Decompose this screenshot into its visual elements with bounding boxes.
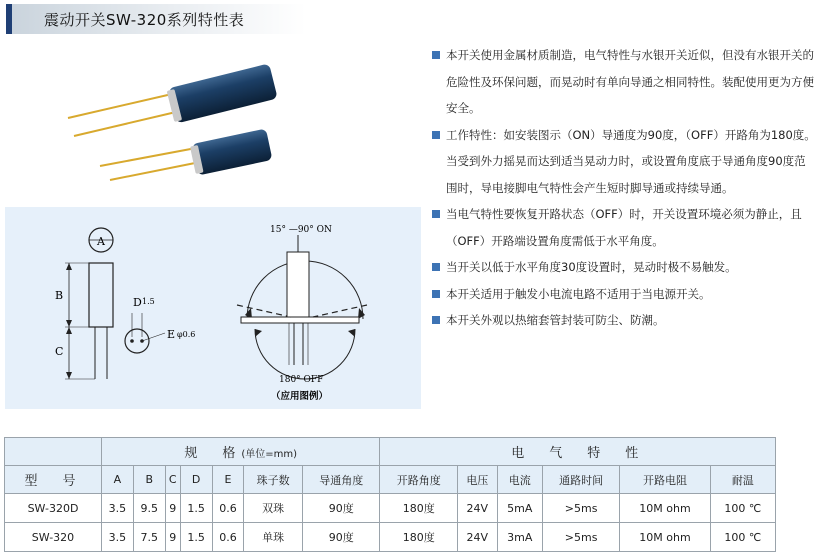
table-cell: 24V [458,523,498,552]
application-diagram-panel [5,207,421,409]
column-header-row [5,466,776,494]
description-item [430,254,816,281]
table-row [5,523,776,552]
column-header: 电压 [458,466,498,494]
table-cell: 9 [165,494,180,523]
label-e: E [167,328,176,341]
spec-group-label: 规 格 [184,446,242,461]
page-title: 震动开关SW-320系列特性表 [44,11,245,29]
table-cell: 7.5 [133,523,165,552]
description-item [430,307,816,334]
column-header: 导通角度 [302,466,380,494]
table-cell: 单珠 [244,523,303,552]
table-cell: 1.5 [180,494,212,523]
description-text: 本开关外观以热缩套管封装可防尘、防潮。 [446,313,665,327]
label-e-value: φ0.6 [177,330,196,339]
title-bar [6,4,306,34]
column-header: 电流 [497,466,542,494]
table-cell: 0.6 [212,494,244,523]
description-text: 本开关适用于触发小电流电路不适用于当电源开关。 [446,286,711,301]
square-bullet-icon [432,290,440,298]
label-b: B [55,289,64,302]
table-cell: >5ms [542,523,620,552]
table-cell: SW-320D [5,494,102,523]
table-cell: 180度 [380,523,458,552]
table-cell: 100 ℃ [710,494,775,523]
table-cell: 1.5 [180,523,212,552]
table-cell: >5ms [542,494,620,523]
electrical-group-header [380,438,776,466]
model-header-label: 型 号 [24,474,82,489]
table-cell: 0.6 [212,523,244,552]
table-cell: 90度 [302,494,380,523]
on-angle-label: 15° —90° ON [270,225,332,235]
table-cell: 9.5 [133,494,165,523]
table-cell: 10M ohm [620,494,710,523]
description-text: 工作特性：如安装图示（ON）导通度为90度，（OFF）开路角为180度。当受到外力摇晃而达到适当晃动力时，或设置角度底于导通角度90度范围时，导电接脚电气特性会产生短时脚导通或持续导通。 [446,127,816,195]
electrical-group-label: 电 气 特 性 [511,446,645,461]
description-item [430,122,816,202]
column-header: C [165,466,180,494]
spec-table [4,437,776,552]
table-cell: 3.5 [102,494,134,523]
table-cell: 3mA [497,523,542,552]
spec-group-header [102,438,380,466]
table-cell: 3.5 [102,523,134,552]
off-angle-label: 180° OFF [279,375,324,385]
table-cell: 90度 [302,523,380,552]
label-d-value: 1.5 [142,297,155,306]
label-c: C [55,345,64,358]
description-text: 本开关使用金属材质制造，电气特性与水银开关近似，但没有水银开关的危险性及环保问题，而晃动时有单向导通之相同特性。装配使用更为方便安全。 [446,48,814,115]
diagram-caption: （应用图例） [271,391,329,402]
description-item [430,281,816,308]
label-d: D [133,296,142,309]
description-text: 当电气特性要恢复开路状态（OFF）时，开关设置环境必须为静止，且（OFF）开路端设置角度需低于水平角度。 [446,207,802,248]
column-header: D [180,466,212,494]
table-cell: 10M ohm [620,523,710,552]
table-row [5,494,776,523]
column-header: B [133,466,165,494]
description-item [430,201,816,254]
title-accent-mark [6,4,12,34]
description-text: 当开关以低于水平角度30度设置时，晃动时极不易触发。 [446,260,737,274]
feature-description-list [430,42,816,334]
column-header: 珠子数 [244,466,303,494]
dimension-diagram [5,207,421,409]
product-photo [60,60,290,190]
table-cell: 24V [458,494,498,523]
table-cell: 5mA [497,494,542,523]
model-header [5,466,102,494]
column-header: 通路时间 [542,466,620,494]
square-bullet-icon [432,51,440,59]
column-header: 开路电阻 [620,466,710,494]
column-header: A [102,466,134,494]
square-bullet-icon [432,263,440,271]
table-corner-cell [5,438,102,466]
spec-unit-label: (单位=mm) [241,449,298,460]
description-item [430,42,816,122]
square-bullet-icon [432,131,440,139]
column-header: 耐温 [710,466,775,494]
square-bullet-icon [432,210,440,218]
table-cell: 180度 [380,494,458,523]
square-bullet-icon [432,316,440,324]
column-header: 开路角度 [380,466,458,494]
table-cell: 双珠 [244,494,303,523]
table-cell: SW-320 [5,523,102,552]
table-cell: 9 [165,523,180,552]
table-cell: 100 ℃ [710,523,775,552]
column-header: E [212,466,244,494]
label-a: A [97,235,105,248]
